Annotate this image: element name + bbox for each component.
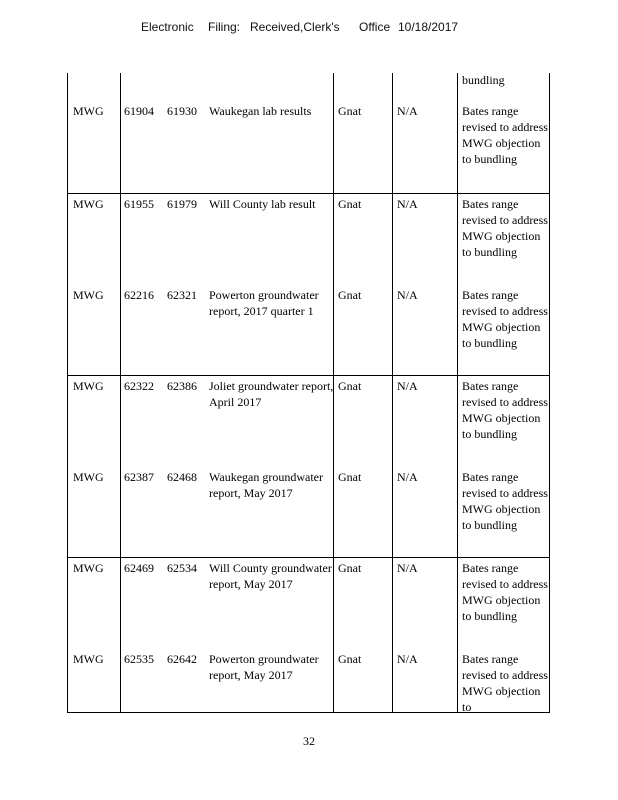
- cell-category: Gnat: [338, 197, 362, 211]
- cell-comment: Bates range revised to address MWG objection to bundling: [462, 197, 548, 259]
- cell-end-bates: 62321: [167, 288, 197, 302]
- header-date: 10/18/2017: [398, 20, 459, 34]
- cell-category: Gnat: [338, 379, 362, 393]
- table-row: [67, 558, 550, 649]
- cell-end-bates: 62468: [167, 470, 197, 484]
- cell-comment: Bates range revised to address MWG objection to bundling: [462, 288, 548, 350]
- table-row: [67, 376, 550, 467]
- cell-privilege: N/A: [397, 104, 418, 118]
- cell-description: Will County lab result: [209, 197, 316, 211]
- cell-privilege: N/A: [397, 470, 418, 484]
- cell-comment: Bates range revised to address MWG objection to bundling: [462, 561, 548, 623]
- cell-description: Will County groundwater report, May 2017: [209, 561, 332, 591]
- table-row: [67, 90, 550, 194]
- cell-begin-bates: 61955: [124, 197, 154, 211]
- cell-begin-bates: 62469: [124, 561, 154, 575]
- table-row-continued: [67, 73, 550, 90]
- cell-end-bates: 61979: [167, 197, 197, 211]
- cell-description: Powerton groundwater report, May 2017: [209, 652, 319, 682]
- cell-party: MWG: [73, 104, 104, 118]
- cell-party: MWG: [73, 379, 104, 393]
- table-row: [67, 649, 550, 713]
- cell-category: Gnat: [338, 652, 362, 666]
- cell-description: Waukegan lab results: [209, 104, 312, 118]
- cell-party: MWG: [73, 288, 104, 302]
- header-office: Office: [359, 20, 391, 34]
- cell-description: Powerton groundwater report, 2017 quarter 1: [209, 288, 319, 318]
- cell-party: MWG: [73, 652, 104, 666]
- cell-description: Joliet groundwater report, April 2017: [209, 379, 334, 409]
- page-number: 32: [303, 734, 315, 748]
- header-electronic: Electronic: [141, 20, 194, 34]
- header-received: Received,Clerk's: [250, 20, 340, 34]
- cell-privilege: N/A: [397, 561, 418, 575]
- cell-end-bates: 62534: [167, 561, 197, 575]
- table-row: [67, 467, 550, 558]
- cell-privilege: N/A: [397, 288, 418, 302]
- cell-privilege: N/A: [397, 379, 418, 393]
- cell-begin-bates: 62387: [124, 470, 154, 484]
- cell-comment: Bates range revised to address MWG objection to: [462, 652, 548, 714]
- cell-category: Gnat: [338, 470, 362, 484]
- cell-comment: bundling: [462, 73, 505, 87]
- cell-party: MWG: [73, 197, 104, 211]
- table-row: [67, 285, 550, 376]
- cell-comment: Bates range revised to address MWG objection to bundling: [462, 104, 548, 166]
- header-filing: Filing:: [208, 20, 241, 34]
- cell-end-bates: 61930: [167, 104, 197, 118]
- cell-privilege: N/A: [397, 197, 418, 211]
- cell-comment: Bates range revised to address MWG objection to bundling: [462, 470, 548, 532]
- cell-category: Gnat: [338, 288, 362, 302]
- cell-comment: Bates range revised to address MWG objection to bundling: [462, 379, 548, 441]
- cell-party: MWG: [73, 470, 104, 484]
- cell-category: Gnat: [338, 561, 362, 575]
- privilege-log-table: [67, 73, 550, 713]
- cell-category: Gnat: [338, 104, 362, 118]
- cell-privilege: N/A: [397, 652, 418, 666]
- cell-begin-bates: 62216: [124, 288, 154, 302]
- cell-description: Waukegan groundwater report, May 2017: [209, 470, 323, 500]
- cell-begin-bates: 62322: [124, 379, 154, 393]
- cell-party: MWG: [73, 561, 104, 575]
- cell-end-bates: 62386: [167, 379, 197, 393]
- cell-begin-bates: 62535: [124, 652, 154, 666]
- cell-begin-bates: 61904: [124, 104, 154, 118]
- cell-end-bates: 62642: [167, 652, 197, 666]
- table-row: [67, 194, 550, 285]
